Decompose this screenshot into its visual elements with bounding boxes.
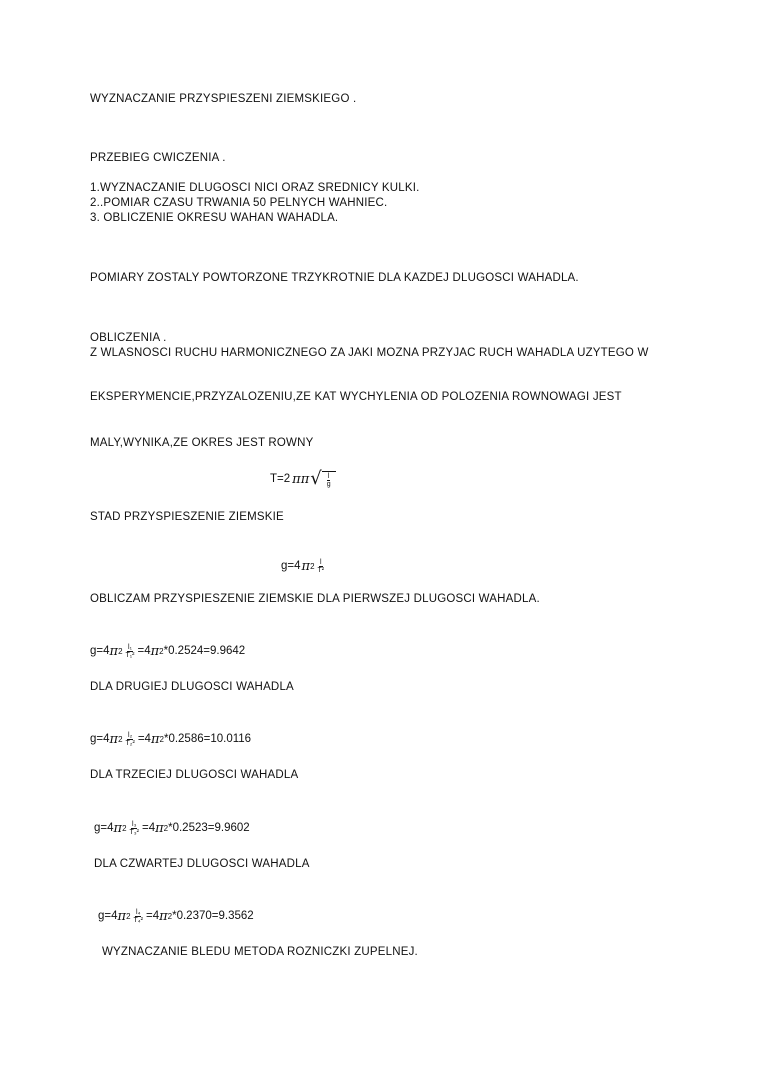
fraction-numerator: l₁: [128, 643, 132, 651]
pi-symbol: π: [109, 731, 119, 747]
calc-lhs: g=4: [90, 644, 110, 657]
fraction-denominator: g: [326, 481, 331, 488]
step-3: 3. OBLICZENIE OKRESU WAHAN WAHADLA.: [90, 212, 339, 224]
fraction-denominator: T²: [317, 566, 325, 574]
step-1: 1.WYZNACZANIE DLUGOSCI NICI ORAZ SREDNICY KULKI.: [90, 182, 420, 194]
fraction-numerator: l₂: [128, 731, 133, 739]
blad-heading: WYZNACZANIE BLEDU METODA ROZNICZKI ZUPELNEJ.: [102, 946, 418, 958]
calc-fraction: [133, 909, 144, 924]
pi-symbol: π: [150, 731, 160, 747]
power-2: 2: [126, 911, 131, 921]
power-2: 2: [167, 911, 173, 921]
power-2: 2: [118, 734, 123, 744]
przebieg-heading: PRZEBIEG CWICZENIA .: [90, 152, 226, 164]
calc-result: *0.2586=10.0116: [163, 732, 252, 745]
obliczenia-para-2: EKSPERYMENCIE,PRZYZALOZENIU,ZE KAT WYCHYLENIA OD POLOZENIA ROWNOWAGI JEST: [90, 391, 622, 403]
fraction-numerator: l₄: [136, 908, 141, 916]
fraction-denominator: T₄²: [133, 916, 143, 924]
fraction-numerator: l₃: [132, 820, 137, 828]
fraction-l-over-g: [326, 473, 332, 488]
fraction-numerator: l: [320, 558, 322, 566]
calc-rhs: =4: [145, 909, 160, 922]
pi-symbol: π: [150, 643, 160, 659]
label-czwarta: DLA CZWARTEJ DLUGOSCI WAHADLA: [94, 858, 310, 870]
fraction-denominator: T₂²: [125, 739, 135, 747]
power-2: 2: [310, 561, 315, 571]
formula-gravity-lhs: g=4: [281, 559, 301, 572]
obliczenia-para-3: MALY,WYNIKA,ZE OKRES JEST ROWNY: [90, 437, 314, 449]
label-trzecia: DLA TRZECIEJ DLUGOSCI WAHADLA: [90, 769, 299, 781]
power-2: 2: [118, 646, 123, 656]
fraction-denominator: T₃²: [129, 828, 139, 836]
pomiary-text: POMIARY ZOSTALY POWTORZONE TRZYKROTNIE DLA KAZDEJ DLUGOSCI WAHADLA.: [90, 272, 579, 284]
fraction-l-over-t2: [317, 559, 326, 574]
sqrt-symbol: [310, 470, 335, 488]
calc-rhs: =4: [141, 821, 156, 834]
obliczenia-heading: OBLICZENIA .: [90, 332, 167, 344]
pi-symbol: π: [292, 471, 301, 487]
fraction-denominator: T₁²: [125, 651, 135, 659]
formula-gravity: [281, 555, 327, 577]
calc-3: [94, 817, 250, 839]
pi-symbol: π: [155, 820, 164, 836]
calc-result: *0.2524=9.9642: [163, 644, 246, 657]
calc-lhs: g=4: [90, 732, 110, 745]
radical-sign: √: [310, 468, 322, 489]
calc-1: [90, 640, 245, 662]
stad-text: STAD PRZYSPIESZENIE ZIEMSKIE: [90, 511, 284, 523]
calc-result: *0.2370=9.3562: [172, 909, 254, 922]
power-2: 2: [163, 823, 169, 833]
calc-lhs: g=4: [98, 909, 118, 922]
calc-rhs: =4: [137, 644, 151, 657]
power-2: 2: [159, 646, 164, 656]
calc-4: [98, 905, 254, 927]
pi-symbol: π: [300, 471, 310, 487]
calc-2: [90, 728, 251, 750]
pi-symbol: π: [109, 643, 119, 659]
pi-symbol: π: [159, 908, 168, 924]
power-2: 2: [122, 823, 127, 833]
calc-fraction: [125, 732, 136, 747]
calc-lhs: g=4: [94, 821, 114, 834]
power-2: 2: [159, 734, 164, 744]
pi-symbol: π: [113, 820, 123, 836]
label-druga: DLA DRUGIEJ DLUGOSCI WAHADLA: [90, 681, 294, 693]
step-2: 2..POMIAR CZASU TRWANIA 50 PELNYCH WAHNIEC.: [90, 197, 388, 209]
fraction-numerator: l: [327, 473, 330, 480]
formula-period-lhs: T=2: [270, 472, 291, 485]
calc-rhs: =4: [137, 732, 151, 745]
obliczenia-para-1: Z WLASNOSCI RUCHU HARMONICZNEGO ZA JAKI MOZNA PRZYJAC RUCH WAHADLA UZYTEGO W: [90, 347, 649, 359]
calc-result: *0.2523=9.9602: [168, 821, 250, 834]
calc-fraction: [125, 644, 136, 659]
calc-fraction: [129, 821, 140, 836]
pi-symbol: π: [301, 558, 311, 574]
document-title: WYZNACZANIE PRZYSPIESZENI ZIEMSKIEGO .: [90, 93, 357, 105]
pi-symbol: π: [117, 908, 127, 924]
obliczam-text: OBLICZAM PRZYSPIESZENIE ZIEMSKIE DLA PIERWSZEJ DLUGOSCI WAHADLA.: [90, 593, 540, 605]
formula-period: [270, 466, 336, 492]
